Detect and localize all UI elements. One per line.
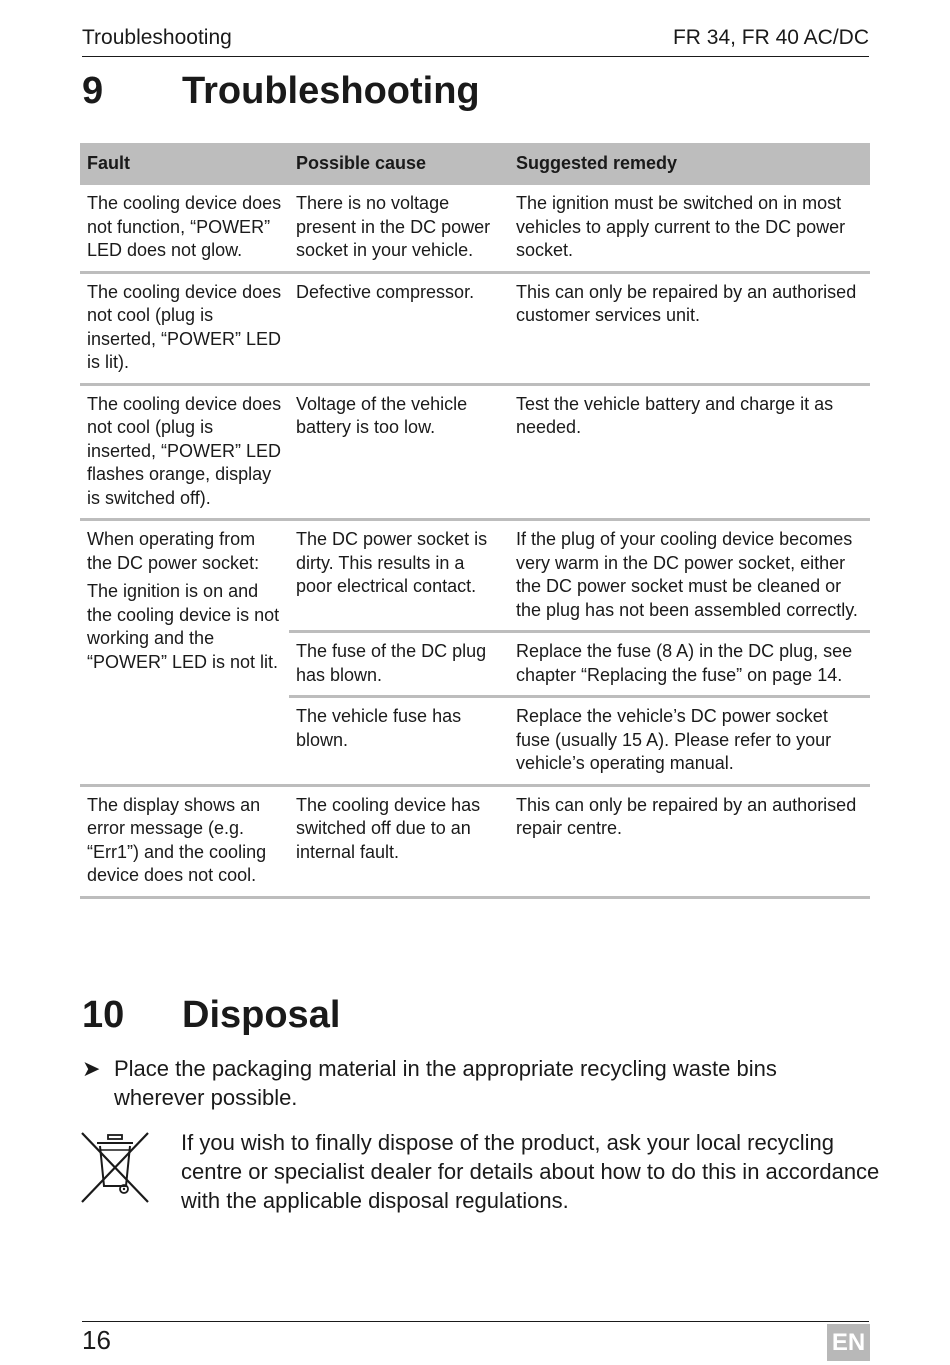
fault-description: The ignition is on and the cooling device is not working and the “POWER” LED is not lit. [87,581,280,672]
cause-cell: The vehicle fuse has blown. [289,697,509,786]
fault-cell: The cooling device does not cool (plug is inserted, “POWER” LED is lit). [80,272,289,384]
fault-cell: The display shows an error message (e.g. “Err1”) and the cooling device does not cool. [80,785,289,897]
remedy-cell: Replace the fuse (8 A) in the DC plug, see chapter “Replacing the fuse” on page 14. [509,632,870,697]
section-9-title: Troubleshooting [182,70,480,112]
header-divider [82,56,869,57]
cause-cell: There is no voltage present in the DC power socket in your vehicle. [289,185,509,272]
table-row [80,520,870,632]
table-row [80,185,870,272]
page-number: 16 [82,1325,111,1355]
cause-cell: Voltage of the vehicle battery is too low. [289,384,509,520]
fault-cell: The cooling device does not function, “POWER” LED does not glow. [80,185,289,272]
remedy-cell: This can only be repaired by an authorised repair centre. [509,785,870,897]
language-badge: EN [827,1324,870,1361]
table-row [80,785,870,897]
troubleshooting-table [80,143,870,899]
disposal-note: If you wish to finally dispose of the product, ask your local recycling centre or specialist dealer for details about how to do this in accordance with the applicable disposal regulations. [181,1130,880,1213]
column-header-fault: Fault [80,143,289,185]
instruction-text: Place the packaging material in the appropriate recycling waste bins wherever possible. [114,1056,777,1110]
fault-cell [80,520,289,786]
cause-cell: The fuse of the DC plug has blown. [289,632,509,697]
arrow-bullet-icon: ➤ [82,1056,101,1081]
fault-context: When operating from the DC power socket: [87,529,260,573]
section-10-title: Disposal [182,994,341,1036]
column-header-cause: Possible cause [289,143,509,185]
section-10-number: 10 [82,994,125,1036]
remedy-cell: The ignition must be switched on in most vehicles to apply current to the DC power socket. [509,185,870,272]
table-row [80,384,870,520]
running-header-section: Troubleshooting [82,26,232,49]
fault-cell: The cooling device does not cool (plug is inserted, “POWER” LED flashes orange, display is switched off). [80,384,289,520]
crossed-out-wheelie-bin-icon [80,1130,150,1205]
running-header-model: FR 34, FR 40 AC/DC [672,26,869,49]
cause-cell: The cooling device has switched off due to an internal fault. [289,785,509,897]
remedy-cell: Replace the vehicle’s DC power socket fuse (usually 15 A). Please refer to your vehicle’s operating manual. [509,697,870,786]
table-header-row [80,143,870,185]
remedy-cell: If the plug of your cooling device becomes very warm in the DC power socket, either the DC power socket must be cleaned or the plug has not been assembled correctly. [509,520,870,632]
remedy-cell: This can only be repaired by an authorised customer services unit. [509,272,870,384]
section-9-number: 9 [82,70,104,112]
table-row [80,272,870,384]
footer-divider [82,1321,869,1322]
cause-cell: The DC power socket is dirty. This results in a poor electrical contact. [289,520,509,632]
cause-cell: Defective compressor. [289,272,509,384]
column-header-remedy: Suggested remedy [509,143,870,185]
remedy-cell: Test the vehicle battery and charge it as needed. [509,384,870,520]
